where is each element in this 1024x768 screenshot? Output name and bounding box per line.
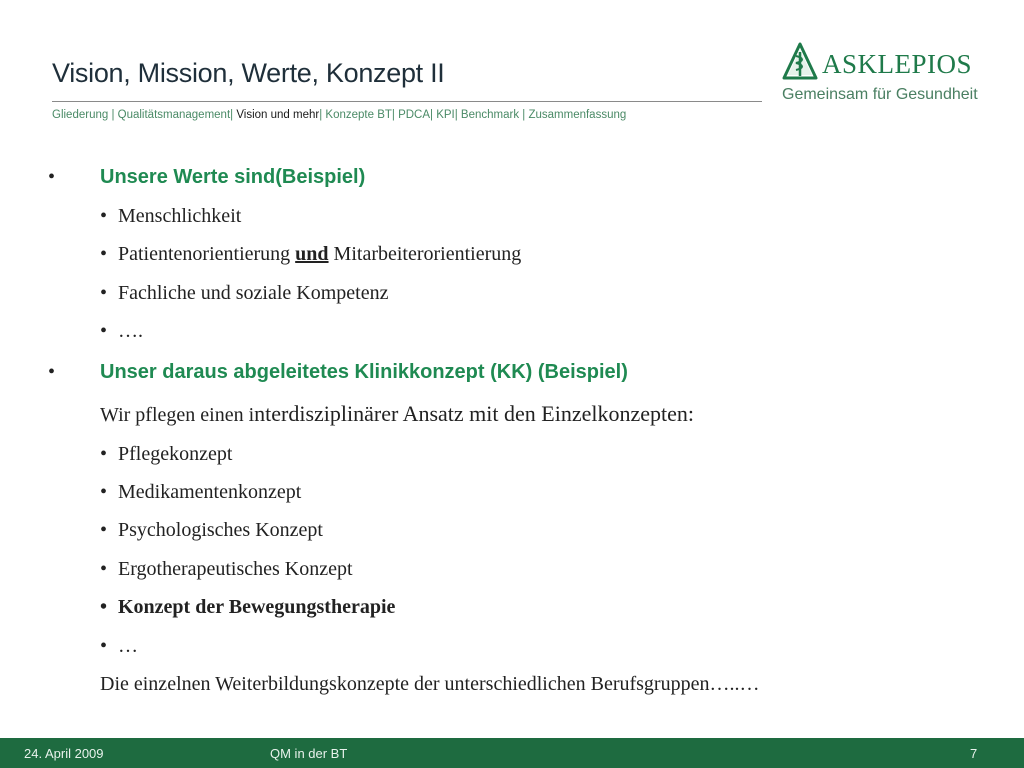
logo-tagline: Gemeinsam für Gesundheit xyxy=(782,86,978,103)
list-item: • Konzept der Bewegungstherapie xyxy=(100,596,396,618)
concept-intro: Wir pflegen einen interdisziplinärer Ansatz mit den Einzelkonzepten: xyxy=(100,401,694,426)
level1-bullet: • xyxy=(48,361,56,383)
breadcrumb-before: Gliederung | Qualitätsmanagement| xyxy=(52,109,237,121)
emphasis-und: und xyxy=(295,243,329,265)
list-item: • Patientenorientierung und Mitarbeiterorientierung xyxy=(100,243,522,265)
section-heading-values: Unsere Werte sind(Beispiel) xyxy=(100,166,366,188)
closing-text: Die einzelnen Weiterbildungskonzepte der unterschiedlichen Berufsgruppen…..… xyxy=(100,673,760,695)
section-heading-concept: Unser daraus abgeleitetes Klinikkonzept (KK) (Beispiel) xyxy=(100,361,628,383)
title-divider xyxy=(52,101,762,102)
list-item: • Fachliche und soziale Kompetenz xyxy=(100,282,389,304)
asklepios-staff-icon xyxy=(782,42,818,84)
list-item: • Psychologisches Konzept xyxy=(100,519,323,541)
footer-bar xyxy=(0,738,1024,768)
list-item: • Medikamentenkonzept xyxy=(100,481,302,503)
logo-wordmark: ASKLEPIOS xyxy=(822,49,973,79)
slide-title: Vision, Mission, Werte, Konzept II xyxy=(52,58,445,88)
breadcrumb-after: | Konzepte BT| PDCA| KPI| Benchmark | Zusammenfassung xyxy=(319,109,627,121)
footer-label: QM in der BT xyxy=(270,746,348,761)
list-item: • Menschlichkeit xyxy=(100,205,242,227)
list-item: • … xyxy=(100,635,138,657)
footer-date: 24. April 2009 xyxy=(24,746,104,761)
breadcrumb-current: Vision und mehr xyxy=(236,109,320,121)
breadcrumb xyxy=(52,109,626,121)
list-item: • Ergotherapeutisches Konzept xyxy=(100,558,353,580)
page-number: 7 xyxy=(970,746,978,761)
list-item: • …. xyxy=(100,320,143,342)
level1-bullet: • xyxy=(48,166,56,188)
asklepios-logo xyxy=(782,40,982,106)
list-item: • Pflegekonzept xyxy=(100,443,233,465)
